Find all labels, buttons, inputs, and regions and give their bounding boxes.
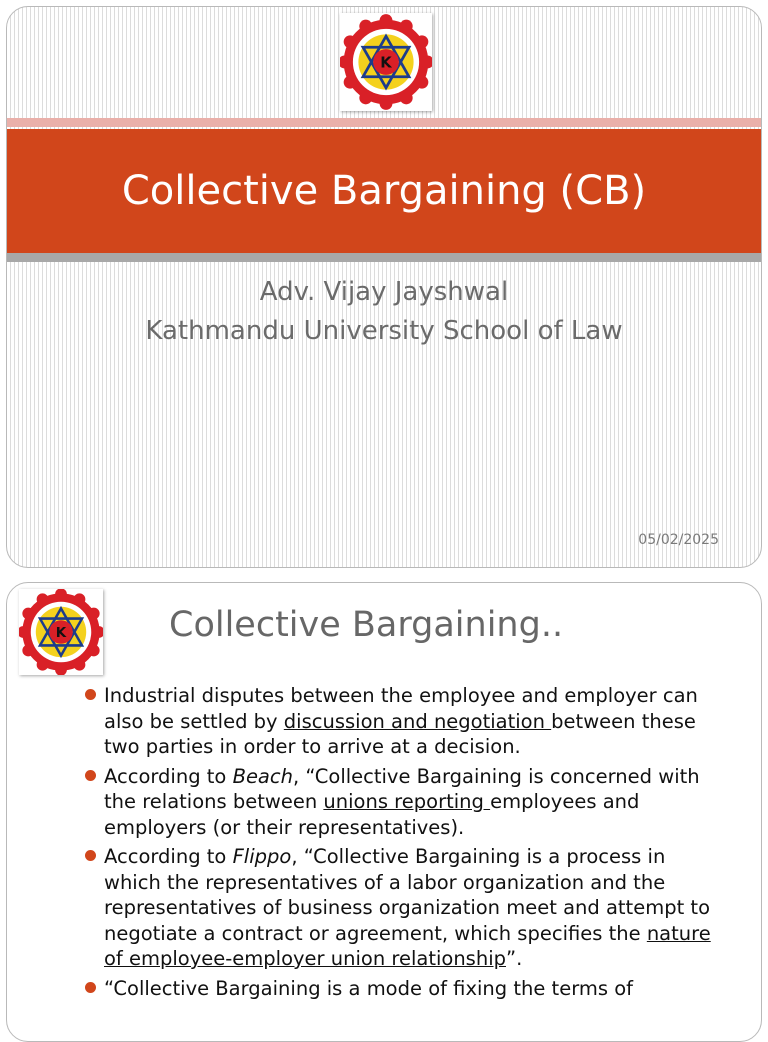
bullet-list: [85, 683, 725, 1005]
bullet-text: Beach: [232, 764, 293, 788]
slide-title: Collective Bargaining..: [169, 605, 564, 645]
svg-text:K: K: [55, 626, 67, 642]
bullet-text: between these two parties in order to arrive at a decision.: [104, 709, 696, 758]
bullet-text: “Collective Bargaining is a mode of fixing the terms of: [104, 976, 634, 1000]
bullet-text: According to: [104, 845, 233, 868]
institution-name: Kathmandu University School of Law: [145, 316, 623, 346]
kathmandu-university-emblem-icon: [340, 13, 432, 111]
bullet-text: Flippo: [232, 845, 292, 868]
title-band: [7, 129, 761, 253]
bullet-text: , “Collective Bargaining is a process in which the representatives of a labor organization and the representatives of business organization meet and attempt to negotiate a contract or agreement, which specifies the: [104, 845, 710, 945]
bullet-text: ”.: [506, 947, 523, 970]
bullet-text: employees and employers (or their representatives).: [104, 790, 640, 839]
bullet-dot-icon: [85, 689, 96, 700]
svg-text:K: K: [380, 54, 392, 72]
bullet-text: , “Collective Bargaining is concerned with the relations between: [104, 764, 700, 813]
slide-date: 05/02/2025: [638, 532, 719, 548]
bullet-text: unions reporting: [323, 790, 491, 813]
bullet-text: discussion and negotiation: [283, 709, 552, 733]
bullet-item: [85, 844, 725, 972]
bullet-text: nature of employee-employer union relationship: [104, 921, 711, 970]
bullet-item: [85, 976, 725, 1002]
bullet-dot-icon: [85, 850, 96, 861]
subtitle-block: [7, 273, 761, 351]
presentation-title: Collective Bargaining (CB): [121, 168, 647, 214]
bullet-dot-icon: [85, 982, 96, 993]
university-logo: [19, 589, 103, 675]
university-logo: [340, 13, 432, 111]
content-slide: [6, 582, 762, 1042]
bullet-item: [85, 683, 725, 760]
author-name: Adv. Vijay Jayshwal: [259, 277, 509, 307]
bullet-text: Industrial disputes between the employee and employer can also be settled by: [104, 684, 698, 733]
title-shadow-strip: [7, 253, 761, 262]
kathmandu-university-emblem-icon: [19, 589, 103, 675]
bullet-dot-icon: [85, 770, 96, 781]
title-accent-strip: [7, 118, 761, 127]
bullet-text: According to: [104, 764, 233, 788]
title-slide: [6, 6, 762, 568]
bullet-item: [85, 764, 725, 841]
